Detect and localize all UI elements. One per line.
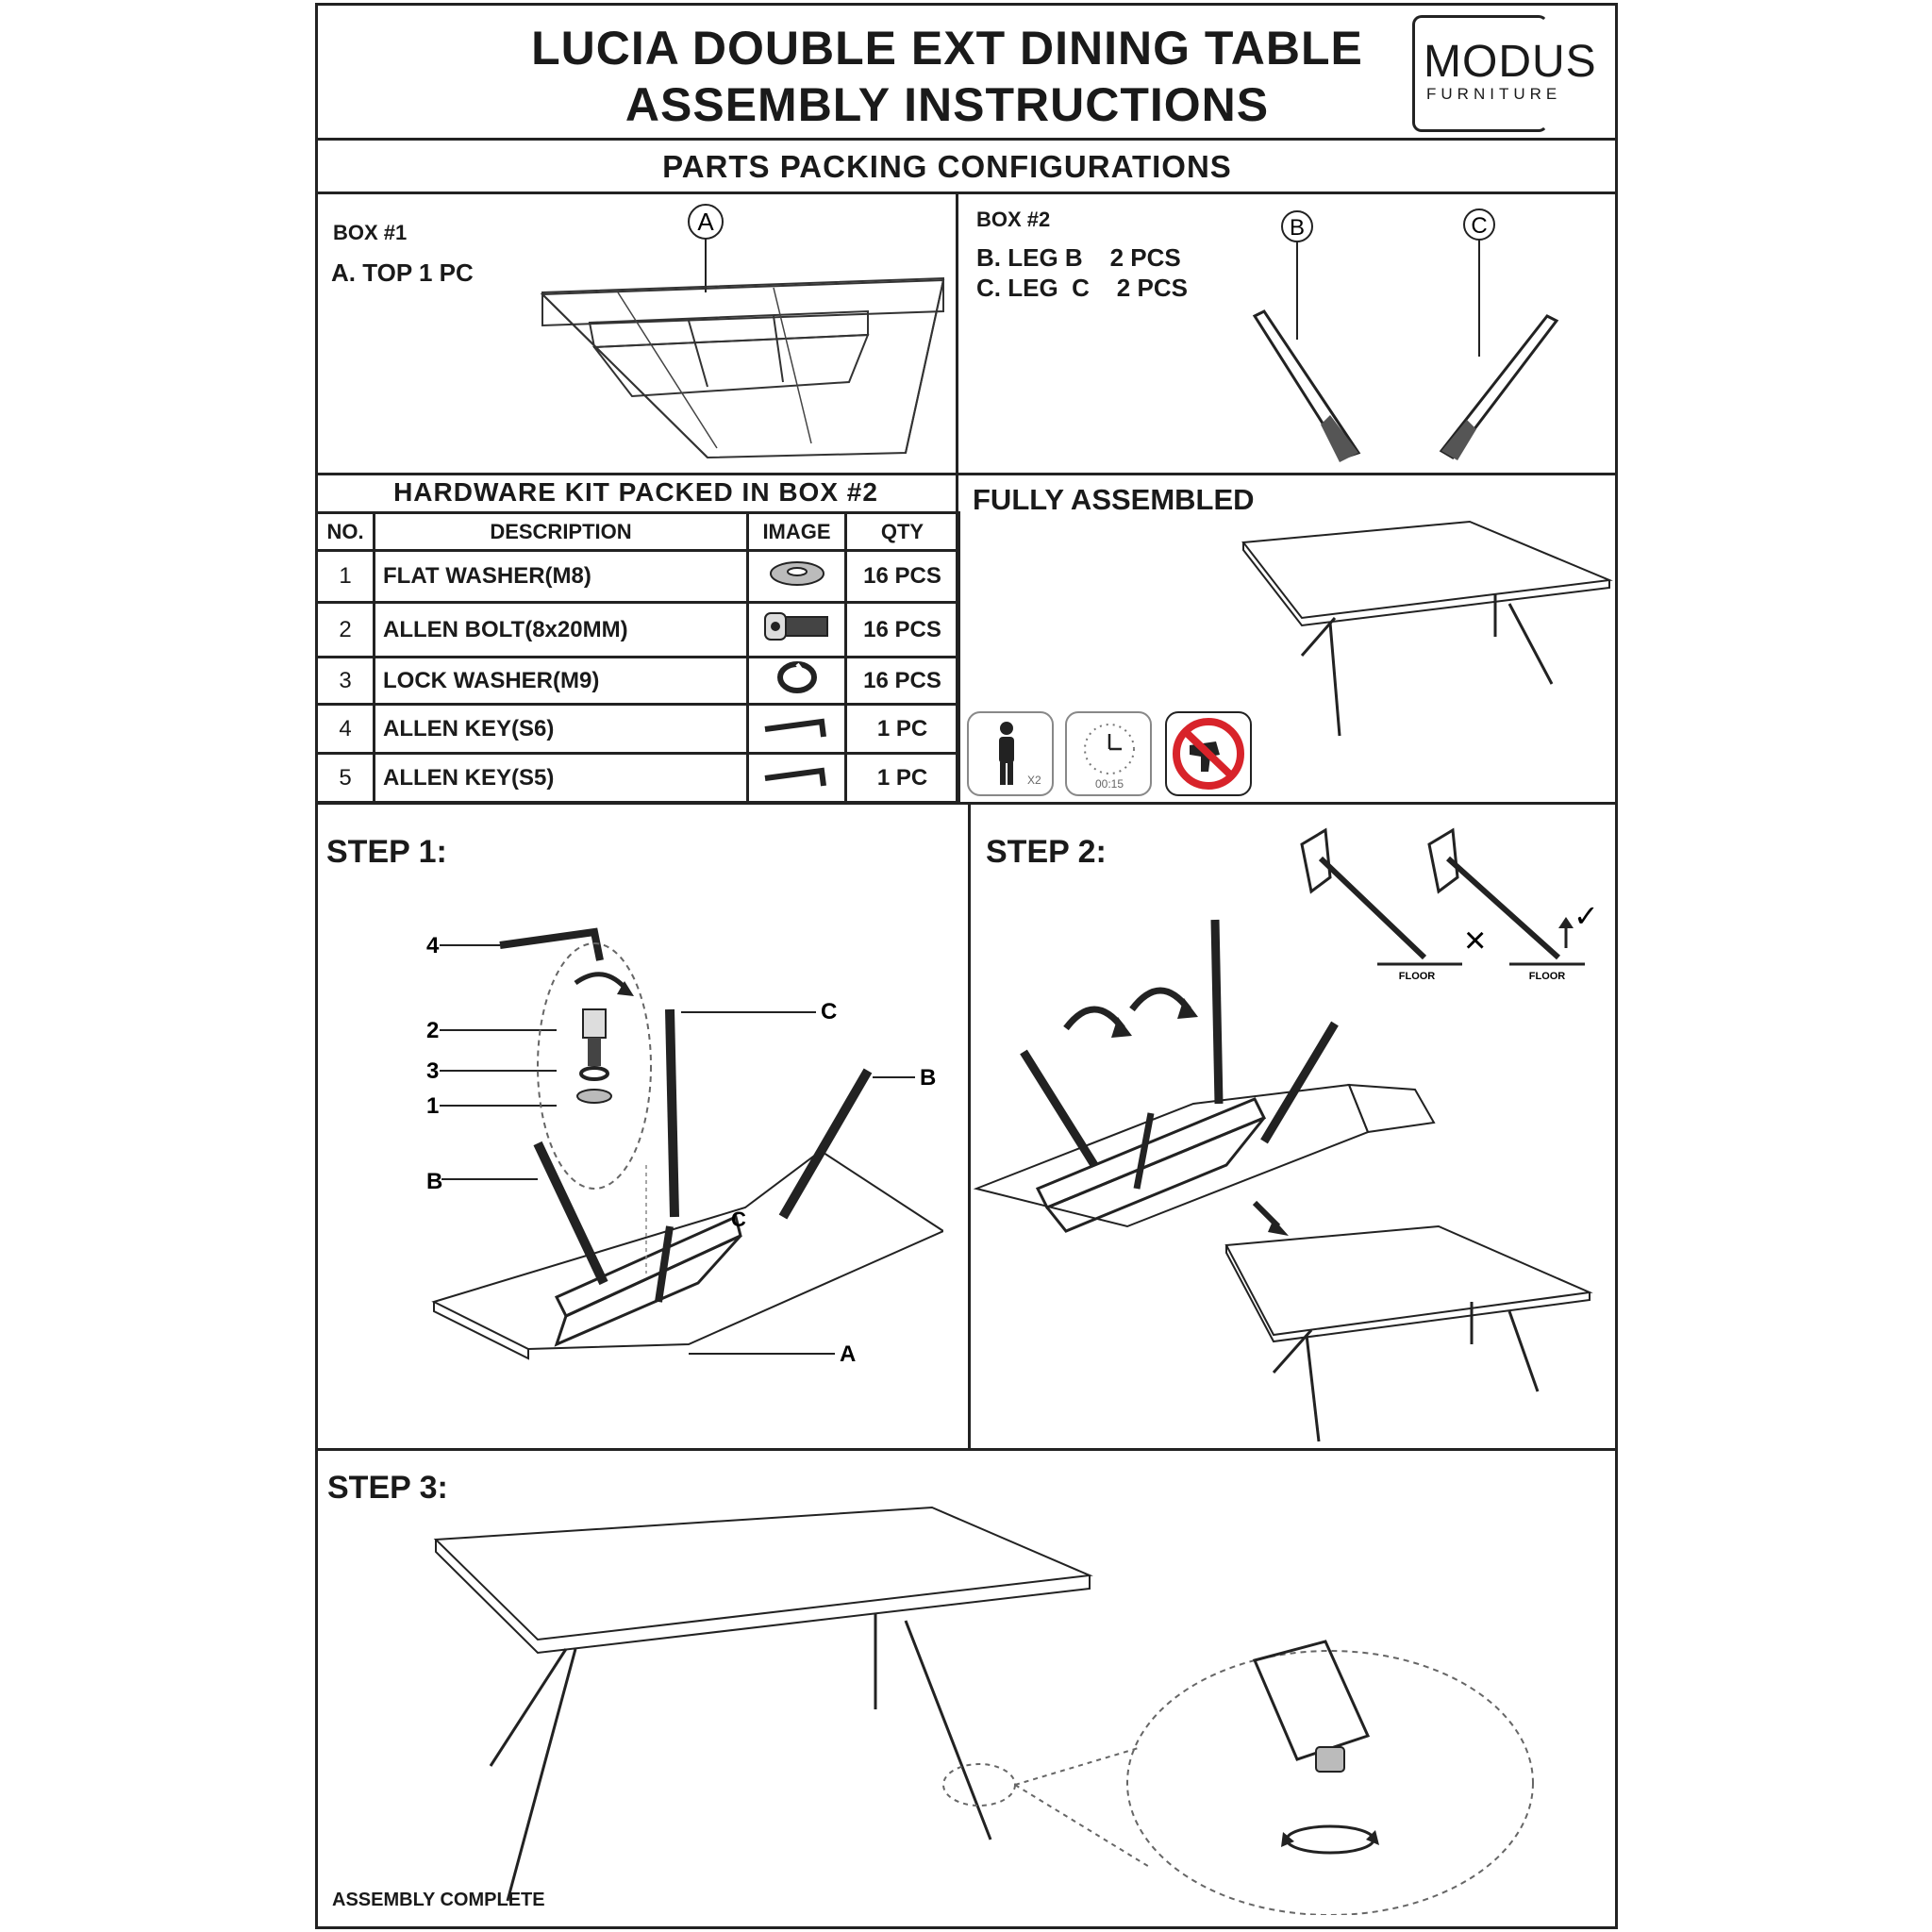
box2-item-leg-b: B. LEG B 2 PCS — [976, 243, 1181, 272]
label-leg-b-left: B — [426, 1169, 443, 1194]
col-header-qty: QTY — [846, 513, 959, 551]
divider-step-columns — [968, 802, 971, 1449]
row-qty: 1 PC — [846, 754, 959, 803]
divider-step3 — [315, 1448, 1618, 1451]
no-power-drill-icon — [1165, 711, 1252, 796]
lock-washer-icon — [748, 658, 846, 705]
label-leg-b-right: B — [920, 1065, 937, 1091]
col-header-image: IMAGE — [748, 513, 846, 551]
row-no: 5 — [317, 754, 375, 803]
page-title-line2: ASSEMBLY INSTRUCTIONS — [625, 78, 1270, 131]
allen-bolt-icon — [748, 603, 846, 658]
assembly-time: 00:15 — [1095, 777, 1124, 791]
right-mark: ✓ — [1574, 899, 1599, 933]
person-count: X2 — [1027, 774, 1041, 787]
row-qty: 16 PCS — [846, 658, 959, 705]
floor-label-right: FLOOR — [1528, 971, 1566, 982]
hardware-heading: HARDWARE KIT PACKED IN BOX #2 — [393, 477, 878, 507]
floor-label-wrong: FLOOR — [1398, 971, 1436, 982]
row-description: FLAT WASHER(M8) — [375, 551, 748, 603]
parts-heading: PARTS PACKING CONFIGURATIONS — [662, 149, 1232, 184]
allen-key-icon — [748, 754, 846, 803]
step2-flip-diagram — [972, 906, 1594, 1443]
row-qty: 1 PC — [846, 705, 959, 754]
table-row — [317, 551, 959, 603]
assembly-complete-label: ASSEMBLY COMPLETE — [332, 1890, 545, 1910]
page-title-line1: LUCIA DOUBLE EXT DINING TABLE — [531, 22, 1363, 75]
label-flat-washer: 1 — [426, 1093, 440, 1119]
step3-heading: STEP 3: — [327, 1470, 448, 1506]
row-no: 1 — [317, 551, 375, 603]
row-no: 3 — [317, 658, 375, 705]
step1-heading: STEP 1: — [326, 834, 447, 870]
step1-diagram — [415, 896, 943, 1406]
row-qty: 16 PCS — [846, 551, 959, 603]
col-header-description: DESCRIPTION — [375, 513, 748, 551]
clock-icon — [1065, 711, 1152, 796]
person-icon — [967, 711, 1054, 796]
assembled-table-diagram — [1226, 514, 1613, 741]
row-description: ALLEN KEY(S6) — [375, 705, 748, 754]
divider-parts-head — [315, 192, 1618, 194]
allen-key-icon — [748, 705, 846, 754]
assembled-heading: FULLY ASSEMBLED — [973, 483, 1255, 516]
box2-label: BOX #2 — [976, 208, 1051, 231]
table-row — [317, 603, 959, 658]
row-description: ALLEN KEY(S5) — [375, 754, 748, 803]
label-allen-key: 4 — [426, 933, 440, 958]
label-leg-c-top: C — [821, 999, 838, 1024]
box1-item: A. TOP 1 PC — [331, 258, 474, 287]
brand-logo-text: MODUS — [1424, 37, 1597, 87]
tabletop-callout: A — [697, 208, 714, 236]
legs-part-diagram — [1226, 198, 1604, 472]
box1-label: BOX #1 — [333, 221, 408, 244]
label-lock-washer: 3 — [426, 1058, 440, 1084]
hardware-table — [315, 511, 960, 804]
brand-logo-subtext: FURNITURE — [1426, 85, 1562, 103]
divider-header — [315, 138, 1618, 141]
label-tabletop: A — [840, 1341, 857, 1367]
row-qty: 16 PCS — [846, 603, 959, 658]
row-no: 4 — [317, 705, 375, 754]
table-row — [317, 658, 959, 705]
flat-washer-icon — [748, 551, 846, 603]
divider-boxes — [315, 473, 1618, 475]
step2-heading: STEP 2: — [986, 834, 1107, 870]
table-row — [317, 705, 959, 754]
table-row — [317, 754, 959, 803]
tabletop-part-diagram — [528, 198, 953, 472]
row-description: ALLEN BOLT(8x20MM) — [375, 603, 748, 658]
col-header-no: NO. — [317, 513, 375, 551]
label-bolt: 2 — [426, 1018, 440, 1043]
label-leg-c-mid: C — [731, 1208, 746, 1231]
step3-diagram — [425, 1500, 1585, 1915]
leg-b-callout: B — [1289, 215, 1306, 241]
row-no: 2 — [317, 603, 375, 658]
leg-c-callout: C — [1471, 213, 1488, 239]
box2-item-leg-c: C. LEG C 2 PCS — [976, 274, 1188, 302]
wrong-mark: × — [1464, 920, 1487, 961]
row-description: LOCK WASHER(M9) — [375, 658, 748, 705]
